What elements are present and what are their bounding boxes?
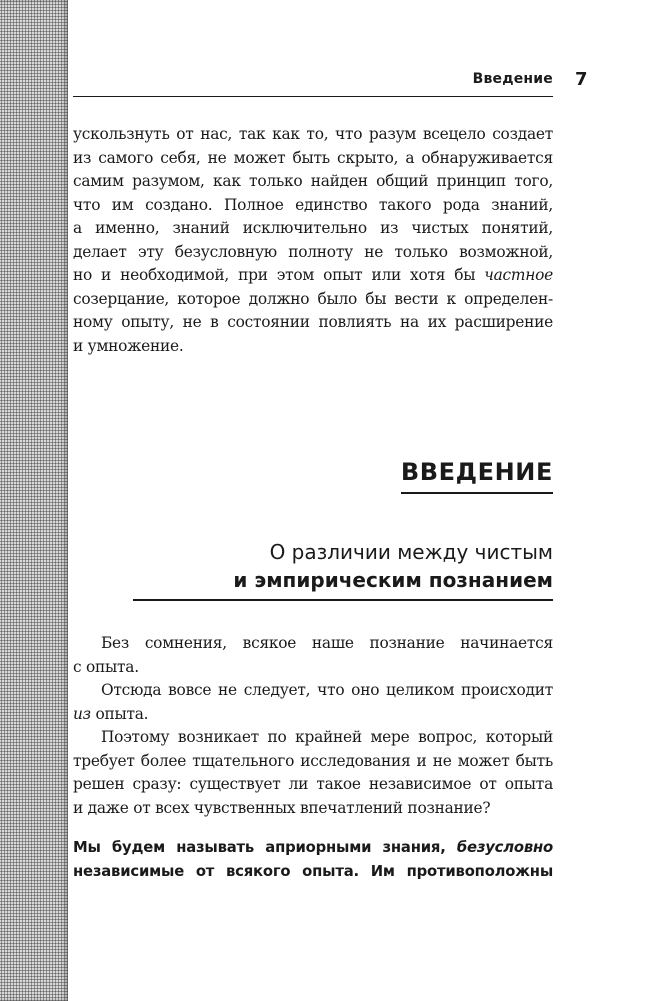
text-line: ному опыту, не в состоянии повлиять на их расширение (73, 313, 553, 331)
intro-paragraphs (73, 632, 553, 820)
page-edge-texture (0, 0, 68, 1001)
text-fragment: но и необходимой, при этом опыт или хотя бы (73, 266, 476, 284)
italic-term: частное (484, 266, 553, 284)
text-fragment: Мы будем называть априорными знания, (73, 839, 457, 856)
text-line (73, 703, 553, 727)
text-line (73, 264, 553, 288)
chapter-title: ВВЕДЕНИЕ (401, 458, 553, 494)
text-line: Отсюда вовсе не следует, что оно целиком происходит (101, 681, 553, 699)
text-line: требует более тщательного исследования и не может быть (73, 751, 553, 770)
section-title-line-2: и эмпирическим познанием (233, 568, 553, 592)
continuation-paragraph (73, 123, 553, 358)
text-fragment: опыта. (90, 704, 149, 723)
text-line: созерцание, которое должно было бы вести к определен- (73, 289, 553, 308)
text-line: делает эту безусловную полноту не только возможной, (73, 242, 553, 261)
running-header (73, 70, 553, 97)
text-line: из самого себя, не может быть скрыто, а обнаруживается (73, 148, 553, 167)
section-title-line-1: О различии между чистым (269, 540, 553, 564)
text-line: и умножение. (73, 336, 184, 355)
text-line: а именно, знаний исключительно из чистых понятий, (73, 219, 553, 237)
text-line: самим разумом, как только найден общий принцип того, (73, 172, 553, 190)
text-line (73, 836, 553, 860)
italic-term: безусловно (456, 839, 553, 856)
page-number: 7 (575, 69, 588, 90)
section-title (133, 538, 553, 601)
text-line: решен сразу: существует ли такое независимое от опыта (73, 775, 553, 793)
text-line: Без сомнения, всякое наше познание начинается (101, 634, 553, 652)
text-line: и даже от всех чувственных впечатлений познание? (73, 798, 491, 817)
text-line: Поэтому возникает по крайней мере вопрос, который (101, 728, 553, 746)
text-line: независимые от всякого опыта. Им противоположны (73, 862, 553, 880)
text-line: с опыта. (73, 657, 139, 676)
text-line: ускользнуть от нас, так как то, что разум всецело создает (73, 125, 553, 143)
text-line: что им создано. Полное единство такого рода знаний, (73, 195, 553, 214)
definition-paragraph (73, 836, 553, 883)
running-title: Введение (472, 71, 553, 87)
italic-term: из (73, 704, 91, 723)
